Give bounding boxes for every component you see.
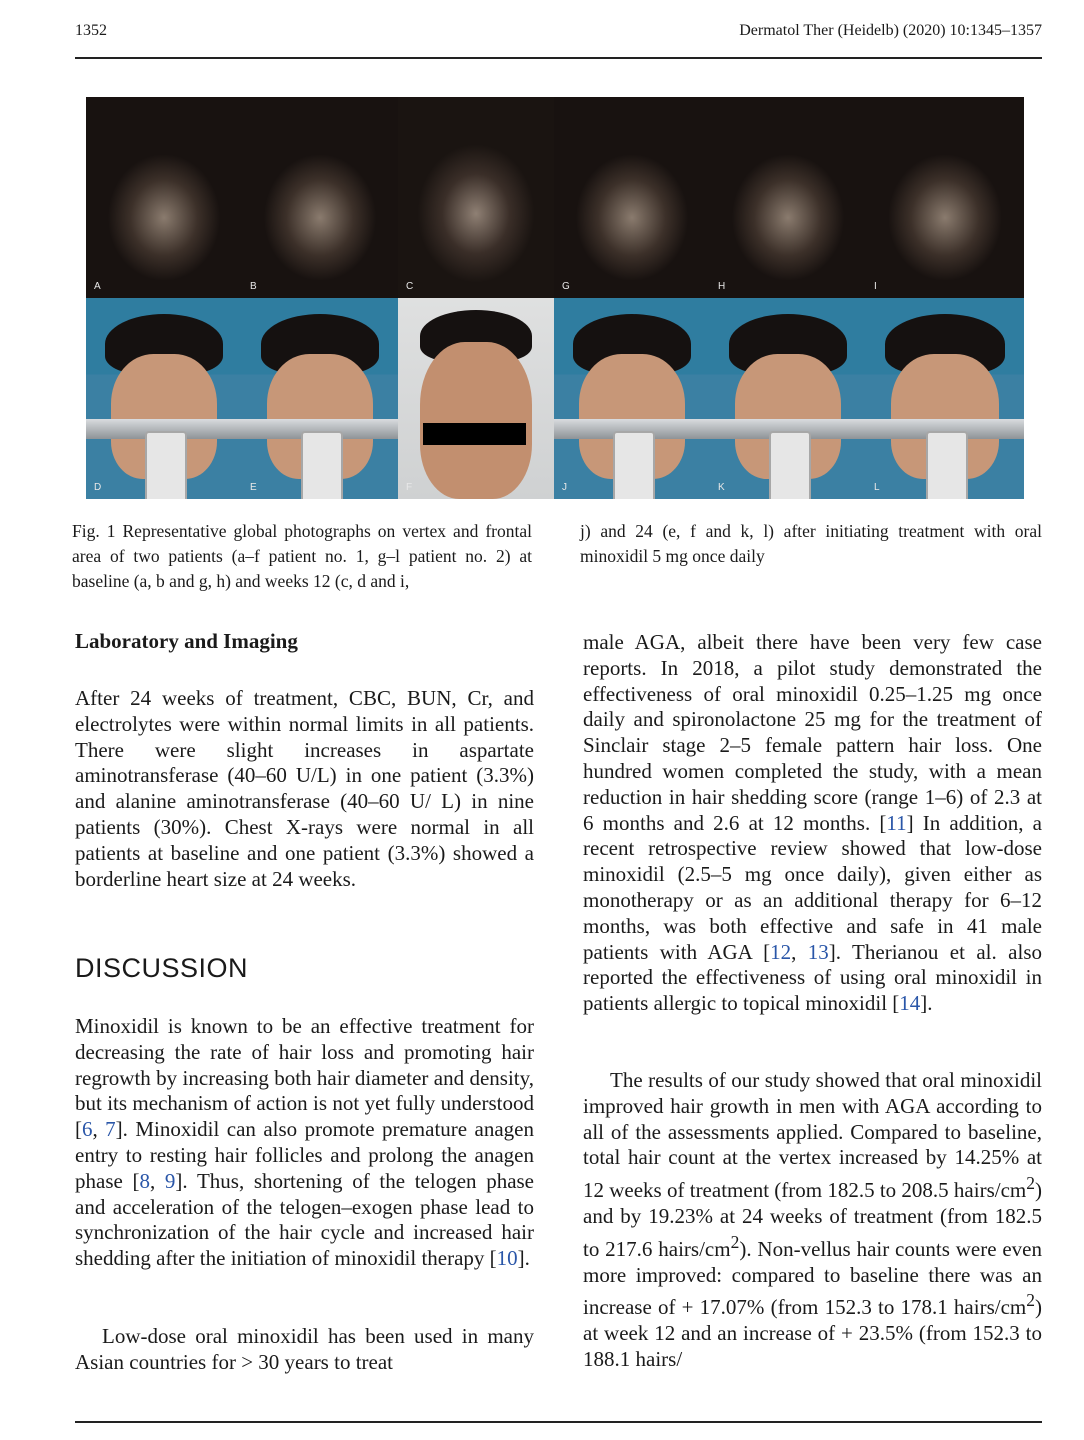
photo-panel: [86, 97, 242, 298]
photo-panel: [398, 97, 554, 298]
reference-link[interactable]: 11: [886, 810, 907, 835]
photo-panel: [554, 298, 710, 499]
photo-panel: [242, 97, 398, 298]
reference-link[interactable]: 12: [770, 939, 792, 964]
panel-letter: J: [562, 482, 567, 493]
panel-letter: D: [94, 482, 102, 493]
section-heading: Laboratory and Imaging: [75, 629, 298, 653]
panel-letter: H: [718, 281, 726, 292]
page-number: 1352: [75, 22, 107, 39]
figure-caption-left: Fig. 1 Representative global photographs on vertex and frontal area of two patients (a–f patient no. 1, g–l patient no. 2) at baseline (a, b and g, h) and weeks 12 (c, d and i,: [72, 521, 532, 591]
reference-link[interactable]: 7: [105, 1117, 116, 1142]
photo-panel: [710, 97, 866, 298]
page-header: [75, 22, 1042, 42]
panel-letter: C: [406, 281, 414, 292]
reference-link[interactable]: 6: [82, 1117, 93, 1142]
photo-panel: [242, 298, 398, 499]
discussion-heading-wrap: [75, 953, 534, 983]
photo-panel: [86, 298, 242, 499]
photo-panel: [554, 97, 710, 298]
reference-link[interactable]: 8: [139, 1168, 150, 1193]
panel-letter: F: [406, 482, 413, 493]
panel-letter: B: [250, 281, 257, 292]
photo-panel: [710, 298, 866, 499]
figure-1: [86, 97, 1024, 499]
running-head: Dermatol Ther (Heidelb) (2020) 10:1345–1357: [739, 22, 1042, 39]
reference-link[interactable]: 14: [899, 991, 921, 1016]
panel-letter: G: [562, 281, 570, 292]
figure-caption-right: j) and 24 (e, f and k, l) after initiating treatment with oral minoxidil 5 mg once daily: [580, 521, 1042, 566]
discussion-heading: DISCUSSION: [75, 953, 249, 983]
photo-panel: [866, 298, 1024, 499]
lowdose-paragraph: Low-dose oral minoxidil has been used in many Asian countries for > 30 years to treat: [75, 1324, 534, 1374]
reference-link[interactable]: 9: [164, 1168, 176, 1193]
redaction-bar: [423, 423, 526, 445]
photo-panel: [398, 298, 554, 499]
right-paragraph-2: The results of our study showed that oral minoxidil improved hair growth in men with AGA according to all of the assessments applied. Compared to baseline, total hair count at the vertex increased by 14.25% at 12 weeks of treatment (from 182.5 to 208.5 hairs/$cm^2$) and by 19.23% at 24 weeks of treatment (from 182.5 to 217.6 hairs/$cm^2$). Non-vellus hair counts were even more improved: compared to baseline there was an increase of + 17.07% (from 152.3 to 178.1 hairs/$cm^2$) at week 12 and an increase of + 23.5% (from 152.3 to 188.1 hairs/: [583, 1068, 1042, 1371]
panel-letter: L: [874, 482, 880, 493]
header-rule: [75, 57, 1042, 59]
footer-rule: [75, 1421, 1042, 1423]
panel-letter: I: [874, 281, 877, 292]
panel-letter: A: [94, 281, 101, 292]
photo-panel: [866, 97, 1024, 298]
panel-letter: E: [250, 482, 257, 493]
reference-link[interactable]: 13: [807, 939, 829, 964]
reference-link[interactable]: 10: [496, 1246, 518, 1271]
discussion-paragraph: Minoxidil is known to be an effective treatment for decreasing the rate of hair loss and promoting hair regrowth by increasing both hair diameter and density, but its mechanism of action is not yet fully understood [6, 7]. Minoxidil can also promote premature anagen entry to resting hair follicles and prolong the anagen phase [8, 9]. Thus, shortening of the telogen phase and acceleration of the telogen–exogen phase lead to synchronization of the hair cycle and increased hair shedding after the initiation of minoxidil therapy [10].: [75, 1014, 535, 1271]
lab-paragraph: After 24 weeks of treatment, CBC, BUN, Cr, and electrolytes were within normal limits in all patients. There were slight increases in aspartate aminotransferase (40–60 U/L) in one patient (3.3%) and alanine aminotransferase (40–60 U/ L) in nine patients (30%). Chest X-rays were normal in all patients at baseline and one patient (3.3%) showed a borderline heart size at 24 weeks.: [75, 686, 534, 891]
right-paragraph-1: male AGA, albeit there have been very few case reports. In 2018, a pilot study demonstrated the effectiveness of oral minoxidil 0.25–1.25 mg once daily and spironolactone 25 mg for the treatment of Sinclair stage 2–5 female pattern hair loss. One hundred women completed the study, with a mean reduction in hair shedding score (range 1–6) of 2.3 at 6 months and 2.6 at 12 months. [11] In addition, a recent retrospective review showed that low-dose minoxidil (2.5–5 mg once daily), given either as monotherapy or as an additional therapy for 6–12 months, was both effective and safe in 41 male patients with AGA [12, 13]. Therianou et al. also reported the effectiveness of using oral minoxidil in patients allergic to topical minoxidil [14].: [583, 630, 1042, 1016]
left-column: [75, 629, 534, 655]
panel-letter: K: [718, 482, 725, 493]
